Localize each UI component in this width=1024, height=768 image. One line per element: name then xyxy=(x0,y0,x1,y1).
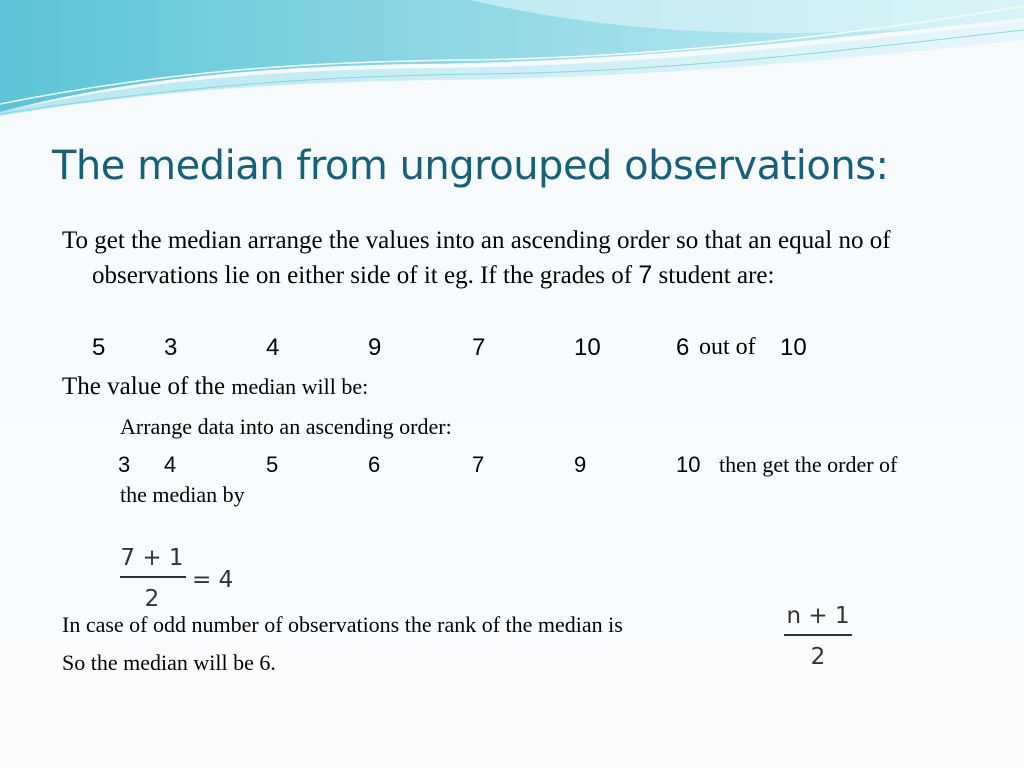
slide-title: The median from ungrouped observations: xyxy=(52,143,889,189)
out-of-value: 10 xyxy=(780,334,807,361)
ordered-value: 4 xyxy=(164,452,177,477)
ordered-value: 9 xyxy=(574,452,587,477)
intro-student-count: 7 xyxy=(638,261,653,289)
grade-value: 5 xyxy=(92,334,106,361)
grade-value: 9 xyxy=(368,334,382,361)
then-text: then get the order of xyxy=(719,452,898,477)
formula-general-numerator: n + 1 xyxy=(786,603,850,629)
intro-text-start: To get the median arrange the values into an ascending order so that an equal no of observations lie on either side of it eg. If the grades of xyxy=(62,227,891,289)
conclusion-text: So the median will be 6. xyxy=(62,650,276,675)
header-wave-decoration xyxy=(0,0,1024,120)
arrange-instruction: Arrange data into an ascending order: xyxy=(120,414,452,439)
value-line-small: median will be: xyxy=(231,374,369,399)
ordered-value: 3 xyxy=(118,452,131,477)
ordered-value: 7 xyxy=(472,452,485,477)
ordered-value: 5 xyxy=(266,452,279,477)
formula-general xyxy=(778,598,858,672)
grade-value: 6 xyxy=(676,334,690,361)
value-line xyxy=(62,373,368,401)
ordered-row xyxy=(118,452,958,482)
ordered-value: 6 xyxy=(368,452,381,477)
formula-example-result: = 4 xyxy=(192,567,234,593)
odd-observations-text: In case of odd number of observations the rank of the median is xyxy=(62,612,623,637)
formula-example xyxy=(116,540,246,612)
median-by-text: the median by xyxy=(120,482,245,507)
grade-value: 4 xyxy=(266,334,280,361)
intro-paragraph xyxy=(62,224,992,293)
grades-row xyxy=(92,334,872,364)
grade-value: 10 xyxy=(574,334,601,361)
formula-example-numerator: 7 + 1 xyxy=(120,545,184,571)
out-of-label: out of xyxy=(699,334,756,360)
intro-text-end: student are: xyxy=(652,262,775,289)
value-line-large: The value of the xyxy=(62,373,226,400)
ordered-value: 10 xyxy=(676,452,701,477)
grade-value: 7 xyxy=(472,334,486,361)
formula-example-denominator: 2 xyxy=(144,586,160,612)
grade-value: 3 xyxy=(164,334,178,361)
formula-general-denominator: 2 xyxy=(810,644,826,670)
